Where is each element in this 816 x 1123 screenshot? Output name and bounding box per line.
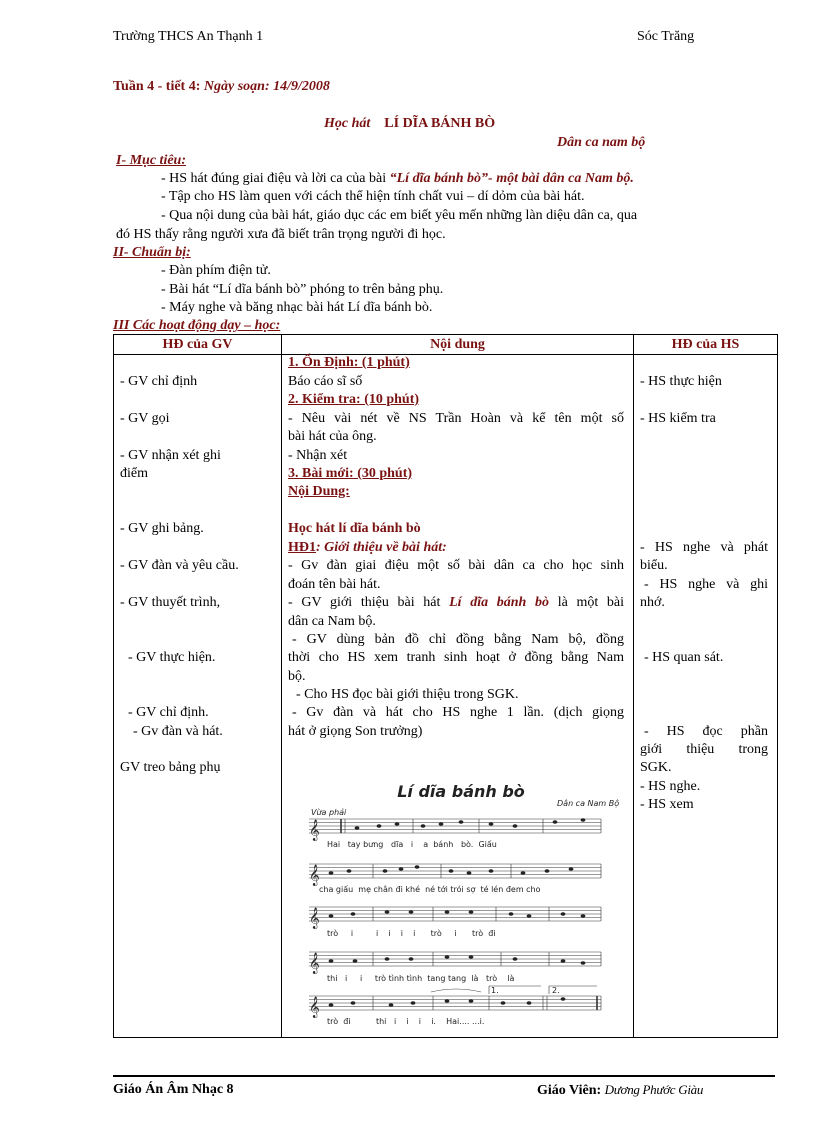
col-header-student: HĐ của HS xyxy=(634,335,778,355)
activities-heading: III Các hoạt động dạy – học: xyxy=(113,318,281,333)
student-item: - HS quan sát. xyxy=(644,650,724,665)
staff-4 xyxy=(309,952,601,966)
lyric-line-5: trò đi thi i i i i. Hai.... ...i. xyxy=(327,1017,485,1026)
student-column xyxy=(634,355,778,1038)
teacher-item: - GV thuyết trình, xyxy=(120,595,221,610)
col-header-teacher: HĐ của GV xyxy=(114,335,282,355)
student-item xyxy=(640,742,768,758)
lesson-subtitle: Học hát lí dĩa bánh bò xyxy=(288,521,421,536)
para-1-line1 xyxy=(288,558,624,574)
hd1-heading xyxy=(288,540,447,556)
page-title xyxy=(324,116,495,132)
lyric-line-2: cha giấu mẹ chân đi khé né tới trói sợ té lén đem cho xyxy=(319,885,541,894)
prep-item-2: - Bài hát “Lí dĩa bánh bò” phóng to trên bảng phụ. xyxy=(161,282,444,297)
hd1-label: HĐ1 xyxy=(288,540,316,555)
student-item xyxy=(644,724,768,740)
treble-clef-icon: 𝄞 xyxy=(309,908,320,929)
teacher-item: - GV gọi xyxy=(120,411,170,426)
student-item: nhớ. xyxy=(640,595,665,610)
objective-1-text: - HS hát đúng giai điệu và lời ca của bài xyxy=(161,171,387,186)
para-4: - Cho HS đọc bài giới thiệu trong SGK. xyxy=(296,687,519,702)
student-item: SGK. xyxy=(640,760,672,775)
teacher-item: - GV đàn và yêu cầu. xyxy=(120,558,239,573)
para-3-line1-text: - GV dùng bản đồ chỉ đồng bằng Nam bộ, đồng xyxy=(292,632,624,647)
prep-item-1: - Đàn phím điện tử. xyxy=(161,263,271,278)
student-item: - HS nghe. xyxy=(640,779,701,794)
teacher-item: - GV nhận xét ghi xyxy=(120,448,221,463)
volta-1: 1. xyxy=(491,986,499,995)
treble-clef-icon: 𝄞 xyxy=(309,865,320,886)
clefs xyxy=(309,820,320,1018)
activities-table xyxy=(113,334,778,1038)
treble-clef-icon: 𝄞 xyxy=(309,953,320,974)
section-1-title: 1. Ổn Định: (1 phút) xyxy=(288,355,410,370)
section-2-line2: bài hát của ông. xyxy=(288,429,377,444)
para-3-line3: bộ. xyxy=(288,669,306,684)
lyric-line-4: thi i i trò tình tình tang tang là trò là xyxy=(327,974,515,983)
lyric-line-1: Hai tay bưng dĩa i a bánh bò. Giấu xyxy=(327,840,497,849)
section-2-line1-text: - Nêu vài nét về NS Trần Hoàn và kể tên một số xyxy=(288,411,624,426)
song-origin: Dân ca nam bộ xyxy=(557,135,646,150)
sheet-music-svg xyxy=(301,775,620,1030)
para-2-line2: dân ca Nam bộ. xyxy=(288,614,376,629)
teacher-item: - Gv đàn và hát. xyxy=(133,724,223,739)
lyric-line-3: trò i i i i i trò i trò đi xyxy=(327,929,496,938)
para-3-line1 xyxy=(292,632,624,648)
footer-left: Giáo Án Âm Nhạc 8 xyxy=(113,1082,234,1097)
student-item xyxy=(640,540,768,556)
week-period: Tuần 4 - tiết 4: xyxy=(113,79,201,94)
section-2-title: 2. Kiểm tra: (10 phút) xyxy=(288,392,420,407)
section-2-line1 xyxy=(288,411,624,427)
para-2-emph: Lí dĩa bánh bò xyxy=(449,595,550,610)
para-5-line1 xyxy=(292,705,624,721)
sheet-source: Dân ca Nam Bộ xyxy=(557,799,620,808)
teacher-item: - GV thực hiện. xyxy=(128,650,216,665)
para-2-post: là một bài xyxy=(557,595,625,610)
student-item: - HS kiểm tra xyxy=(640,411,716,426)
para-2-pre: - GV giới thiệu bài hát xyxy=(288,595,441,610)
student-item-text: giới thiệu trong xyxy=(640,742,768,757)
sheet-tempo: Vừa phải xyxy=(311,808,347,817)
para-5-line2: hát ở giọng Son trưởng) xyxy=(288,724,423,739)
province: Sóc Trăng xyxy=(637,29,695,44)
student-item: - HS thực hiện xyxy=(640,374,722,389)
section-3-subtitle: Nội Dung: xyxy=(288,484,350,499)
student-item-text: - HS nghe và phát xyxy=(640,540,768,555)
staff-2 xyxy=(309,864,601,878)
section-1-line: Báo cáo sĩ số xyxy=(288,374,363,389)
volta-2: 2. xyxy=(552,986,560,995)
lesson-meta xyxy=(113,79,330,95)
section-3-title: 3. Bài mới: (30 phút) xyxy=(288,466,413,481)
student-item: - HS xem xyxy=(640,797,694,812)
para-1-line1-text: - Gv đàn giai điệu một số bài dân ca cho học sinh xyxy=(288,558,624,573)
content-column xyxy=(282,355,634,1038)
objective-1-emph: “Lí dĩa bánh bò”- một bài dân ca Nam bộ. xyxy=(389,171,634,186)
para-3-line2 xyxy=(288,650,624,666)
objective-2: - Tập cho HS làm quen với cách thể hiện tính chất vui – dí dỏm của bài hát. xyxy=(161,189,585,204)
objective-3-line2: đó HS thấy rằng người xưa đã biết trân trọng người đi học. xyxy=(116,227,446,242)
objective-3-line1: - Qua nội dung của bài hát, giáo dục các em biết yêu mến những làn diệu dân ca, qua xyxy=(161,208,638,223)
sheet-title: Lí dĩa bánh bò xyxy=(397,782,525,801)
preparation-heading: II- Chuẩn bị: xyxy=(113,245,191,260)
footer-right xyxy=(537,1082,703,1099)
student-item xyxy=(644,577,768,593)
section-2-line3: - Nhận xét xyxy=(288,448,348,463)
hd1-title: : Giới thiệu về bài hát: xyxy=(316,540,447,555)
objectives-heading: I- Mục tiêu: xyxy=(116,153,186,168)
student-item: biểu. xyxy=(640,558,668,573)
para-5-line1-text: - Gv đàn và hát cho HS nghe 1 lần. (dịch giọng xyxy=(292,705,624,720)
teacher-item: GV treo bảng phụ xyxy=(120,760,221,775)
teacher-column xyxy=(114,355,282,1038)
teacher-signature: Dương Phước Giàu xyxy=(604,1082,704,1097)
student-item-text: - HS đọc phần xyxy=(644,724,768,739)
teacher-item: - GV chỉ định. xyxy=(128,705,209,720)
sheet-music xyxy=(301,775,620,1030)
footer-teacher-label: Giáo Viên: xyxy=(537,1083,602,1098)
lyrics xyxy=(319,839,541,1026)
subject-prefix: Học hát xyxy=(324,116,371,131)
col-header-content: Nội dung xyxy=(282,335,634,355)
treble-clef-icon: 𝄞 xyxy=(309,997,320,1018)
staff-1 xyxy=(309,819,601,833)
school-name: Trường THCS An Thạnh 1 xyxy=(113,29,264,44)
teacher-item: - GV ghi bảng. xyxy=(120,521,204,536)
objective-1 xyxy=(161,171,634,187)
song-title: LÍ DĨA BÁNH BÒ xyxy=(384,116,496,131)
prep-date: Ngày soạn: 14/9/2008 xyxy=(203,79,330,94)
teacher-item: điểm xyxy=(120,466,148,481)
para-2-line1 xyxy=(288,595,624,611)
teacher-item: - GV chỉ định xyxy=(120,374,198,389)
para-3-line2-text: thời cho HS xem tranh sinh hoạt ở đồng bằng Nam xyxy=(288,650,624,665)
treble-clef-icon: 𝄞 xyxy=(309,820,320,841)
prep-item-3: - Máy nghe và băng nhạc bài hát Lí dĩa bánh bò. xyxy=(161,300,433,315)
footer-divider xyxy=(113,1075,775,1077)
para-1-line2: đoán tên bài hát. xyxy=(288,577,381,592)
student-item-text: - HS nghe và ghi xyxy=(644,577,768,592)
